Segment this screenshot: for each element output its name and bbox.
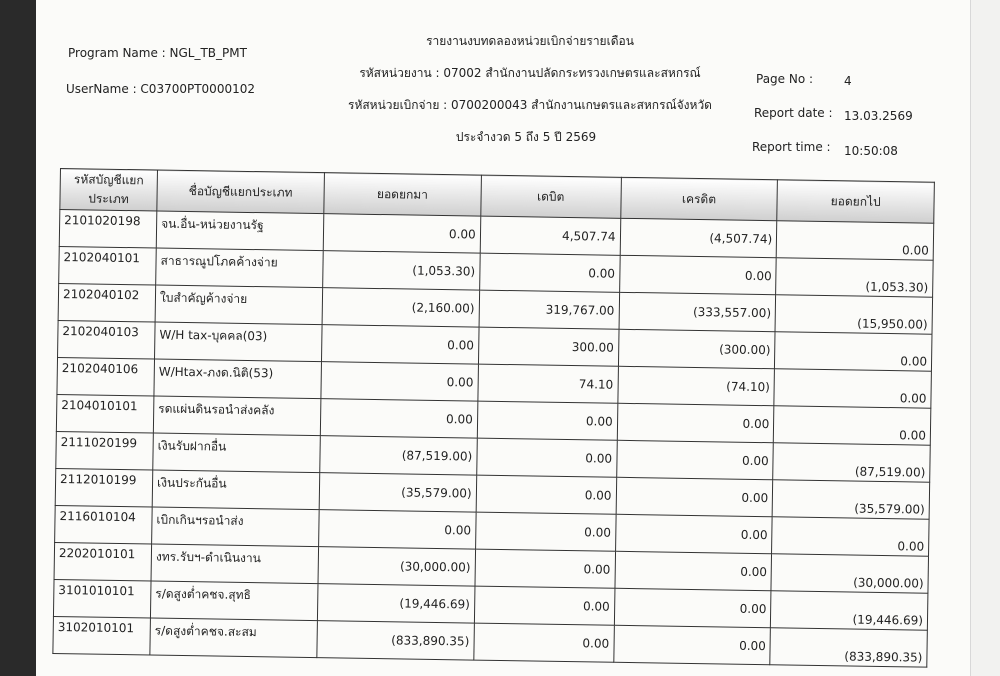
brought-forward: 0.00 — [319, 510, 476, 549]
brought-forward: (833,890.35) — [317, 621, 474, 660]
account-name: W/H tax-บุคคล(03) — [155, 322, 323, 362]
credit: 0.00 — [616, 477, 773, 516]
debit: 0.00 — [474, 623, 614, 662]
account-code: 2116010104 — [55, 505, 153, 544]
debit: 74.10 — [478, 364, 618, 403]
carried-forward: (35,579.00) — [772, 480, 929, 519]
page-no-label: Page No : — [756, 72, 814, 86]
brought-forward: (87,519.00) — [320, 436, 477, 475]
brought-forward: 0.00 — [320, 399, 477, 438]
brought-forward: (19,446.69) — [317, 584, 474, 623]
debit: 0.00 — [475, 549, 615, 588]
account-code: 2112010199 — [55, 468, 153, 507]
carried-forward: (87,519.00) — [773, 443, 930, 482]
col-credit: เครดิต — [620, 177, 777, 220]
credit: (300.00) — [618, 329, 775, 368]
credit: 0.00 — [615, 514, 772, 553]
debit: 300.00 — [478, 327, 618, 366]
disbursing-unit-line: รหัสหน่วยเบิกจ่าย : 0700200043 สำนักงานเกษตรและสหกรณ์จังหวัด — [348, 98, 712, 112]
credit: 0.00 — [617, 403, 774, 442]
carried-forward: 0.00 — [776, 221, 933, 260]
credit: 0.00 — [615, 551, 772, 590]
account-code: 3102010101 — [53, 616, 151, 655]
brought-forward: (30,000.00) — [318, 547, 475, 586]
account-code: 2102040101 — [59, 246, 157, 285]
account-name: งทร.รับฯ-ดำเนินงาน — [151, 544, 319, 584]
brought-forward: (35,579.00) — [319, 473, 476, 512]
agency-line: รหัสหน่วยงาน : 07002 สำนักงานปลัดกระทรวงเกษตรและสหกรณ์ — [359, 66, 701, 80]
brought-forward: 0.00 — [321, 325, 478, 364]
col-carried-forward: ยอดยกไป — [777, 180, 934, 223]
carried-forward: (19,446.69) — [771, 591, 928, 630]
page-edge — [970, 0, 1000, 676]
account-code: 2102040106 — [57, 357, 155, 396]
account-code: 2102040103 — [58, 320, 156, 359]
account-code: 3101010101 — [53, 579, 151, 618]
debit: 0.00 — [474, 586, 614, 625]
brought-forward: (2,160.00) — [322, 288, 479, 327]
account-name: สาธารณูปโภคค้างจ่าย — [156, 248, 324, 288]
account-name: ร/ดสูงต่ำคชจ.สะสม — [150, 618, 318, 658]
credit: 0.00 — [616, 440, 773, 479]
col-account-code: รหัสบัญชีแยกประเภท — [60, 169, 158, 212]
account-code: 2202010101 — [54, 542, 152, 581]
trial-balance-table — [52, 168, 935, 668]
account-name: เบิกเกินฯรอนำส่ง — [152, 507, 320, 547]
credit: 0.00 — [619, 255, 776, 294]
account-code: 2101020198 — [59, 210, 157, 249]
carried-forward: (30,000.00) — [771, 554, 928, 593]
credit: (4,507.74) — [620, 218, 777, 257]
account-name: เงินประกันอื่น — [152, 470, 320, 510]
credit: 0.00 — [613, 625, 770, 664]
carried-forward: 0.00 — [774, 369, 931, 408]
program-name: Program Name : NGL_TB_PMT — [68, 46, 247, 60]
debit: 0.00 — [476, 438, 616, 477]
account-name: จน.อื่น-หน่วยงานรัฐ — [156, 211, 324, 251]
account-code: 2104010101 — [56, 394, 154, 433]
debit: 0.00 — [476, 475, 616, 514]
carried-forward: (1,053.30) — [776, 258, 933, 297]
page-no-value: 4 — [844, 74, 852, 88]
debit: 319,767.00 — [479, 290, 619, 329]
debit: 0.00 — [479, 253, 619, 292]
account-name: ร/ดสูงต่ำคชจ.สุทธิ — [150, 581, 318, 621]
col-account-name: ชื่อบัญชีแยกประเภท — [157, 170, 325, 214]
report-date-label: Report date : — [754, 106, 833, 120]
account-name: ใบสำคัญค้างจ่าย — [155, 285, 323, 325]
brought-forward: 0.00 — [323, 214, 480, 253]
report-time-value: 10:50:08 — [844, 144, 898, 158]
account-code: 2111020199 — [56, 431, 154, 470]
debit: 4,507.74 — [480, 216, 620, 255]
brought-forward: 0.00 — [321, 362, 478, 401]
col-debit: เดบิต — [480, 175, 620, 218]
account-name: เงินรับฝากอื่น — [153, 433, 321, 473]
carried-forward: 0.00 — [774, 406, 931, 445]
account-name: W/Htax-ภงด.นิติ(53) — [154, 359, 322, 399]
col-brought-forward: ยอดยกมา — [324, 173, 481, 216]
account-name: รดแผ่นดินรอนำส่งคลัง — [153, 396, 321, 436]
credit: (74.10) — [617, 366, 774, 405]
account-code: 2102040102 — [58, 283, 156, 322]
report-date-value: 13.03.2569 — [844, 109, 913, 123]
carried-forward: 0.00 — [775, 332, 932, 371]
carried-forward: (15,950.00) — [775, 295, 932, 334]
brought-forward: (1,053.30) — [323, 251, 480, 290]
credit: 0.00 — [614, 588, 771, 627]
report-title: รายงานงบทดลองหน่วยเบิกจ่ายรายเดือน — [426, 34, 634, 48]
report-time-label: Report time : — [752, 140, 831, 154]
debit: 0.00 — [477, 401, 617, 440]
carried-forward: (833,890.35) — [770, 628, 927, 667]
carried-forward: 0.00 — [772, 517, 929, 556]
debit: 0.00 — [475, 512, 615, 551]
credit: (333,557.00) — [619, 292, 776, 331]
period-line: ประจำงวด 5 ถึง 5 ปี 2569 — [455, 130, 597, 144]
username: UserName : C03700PT0000102 — [66, 82, 255, 96]
